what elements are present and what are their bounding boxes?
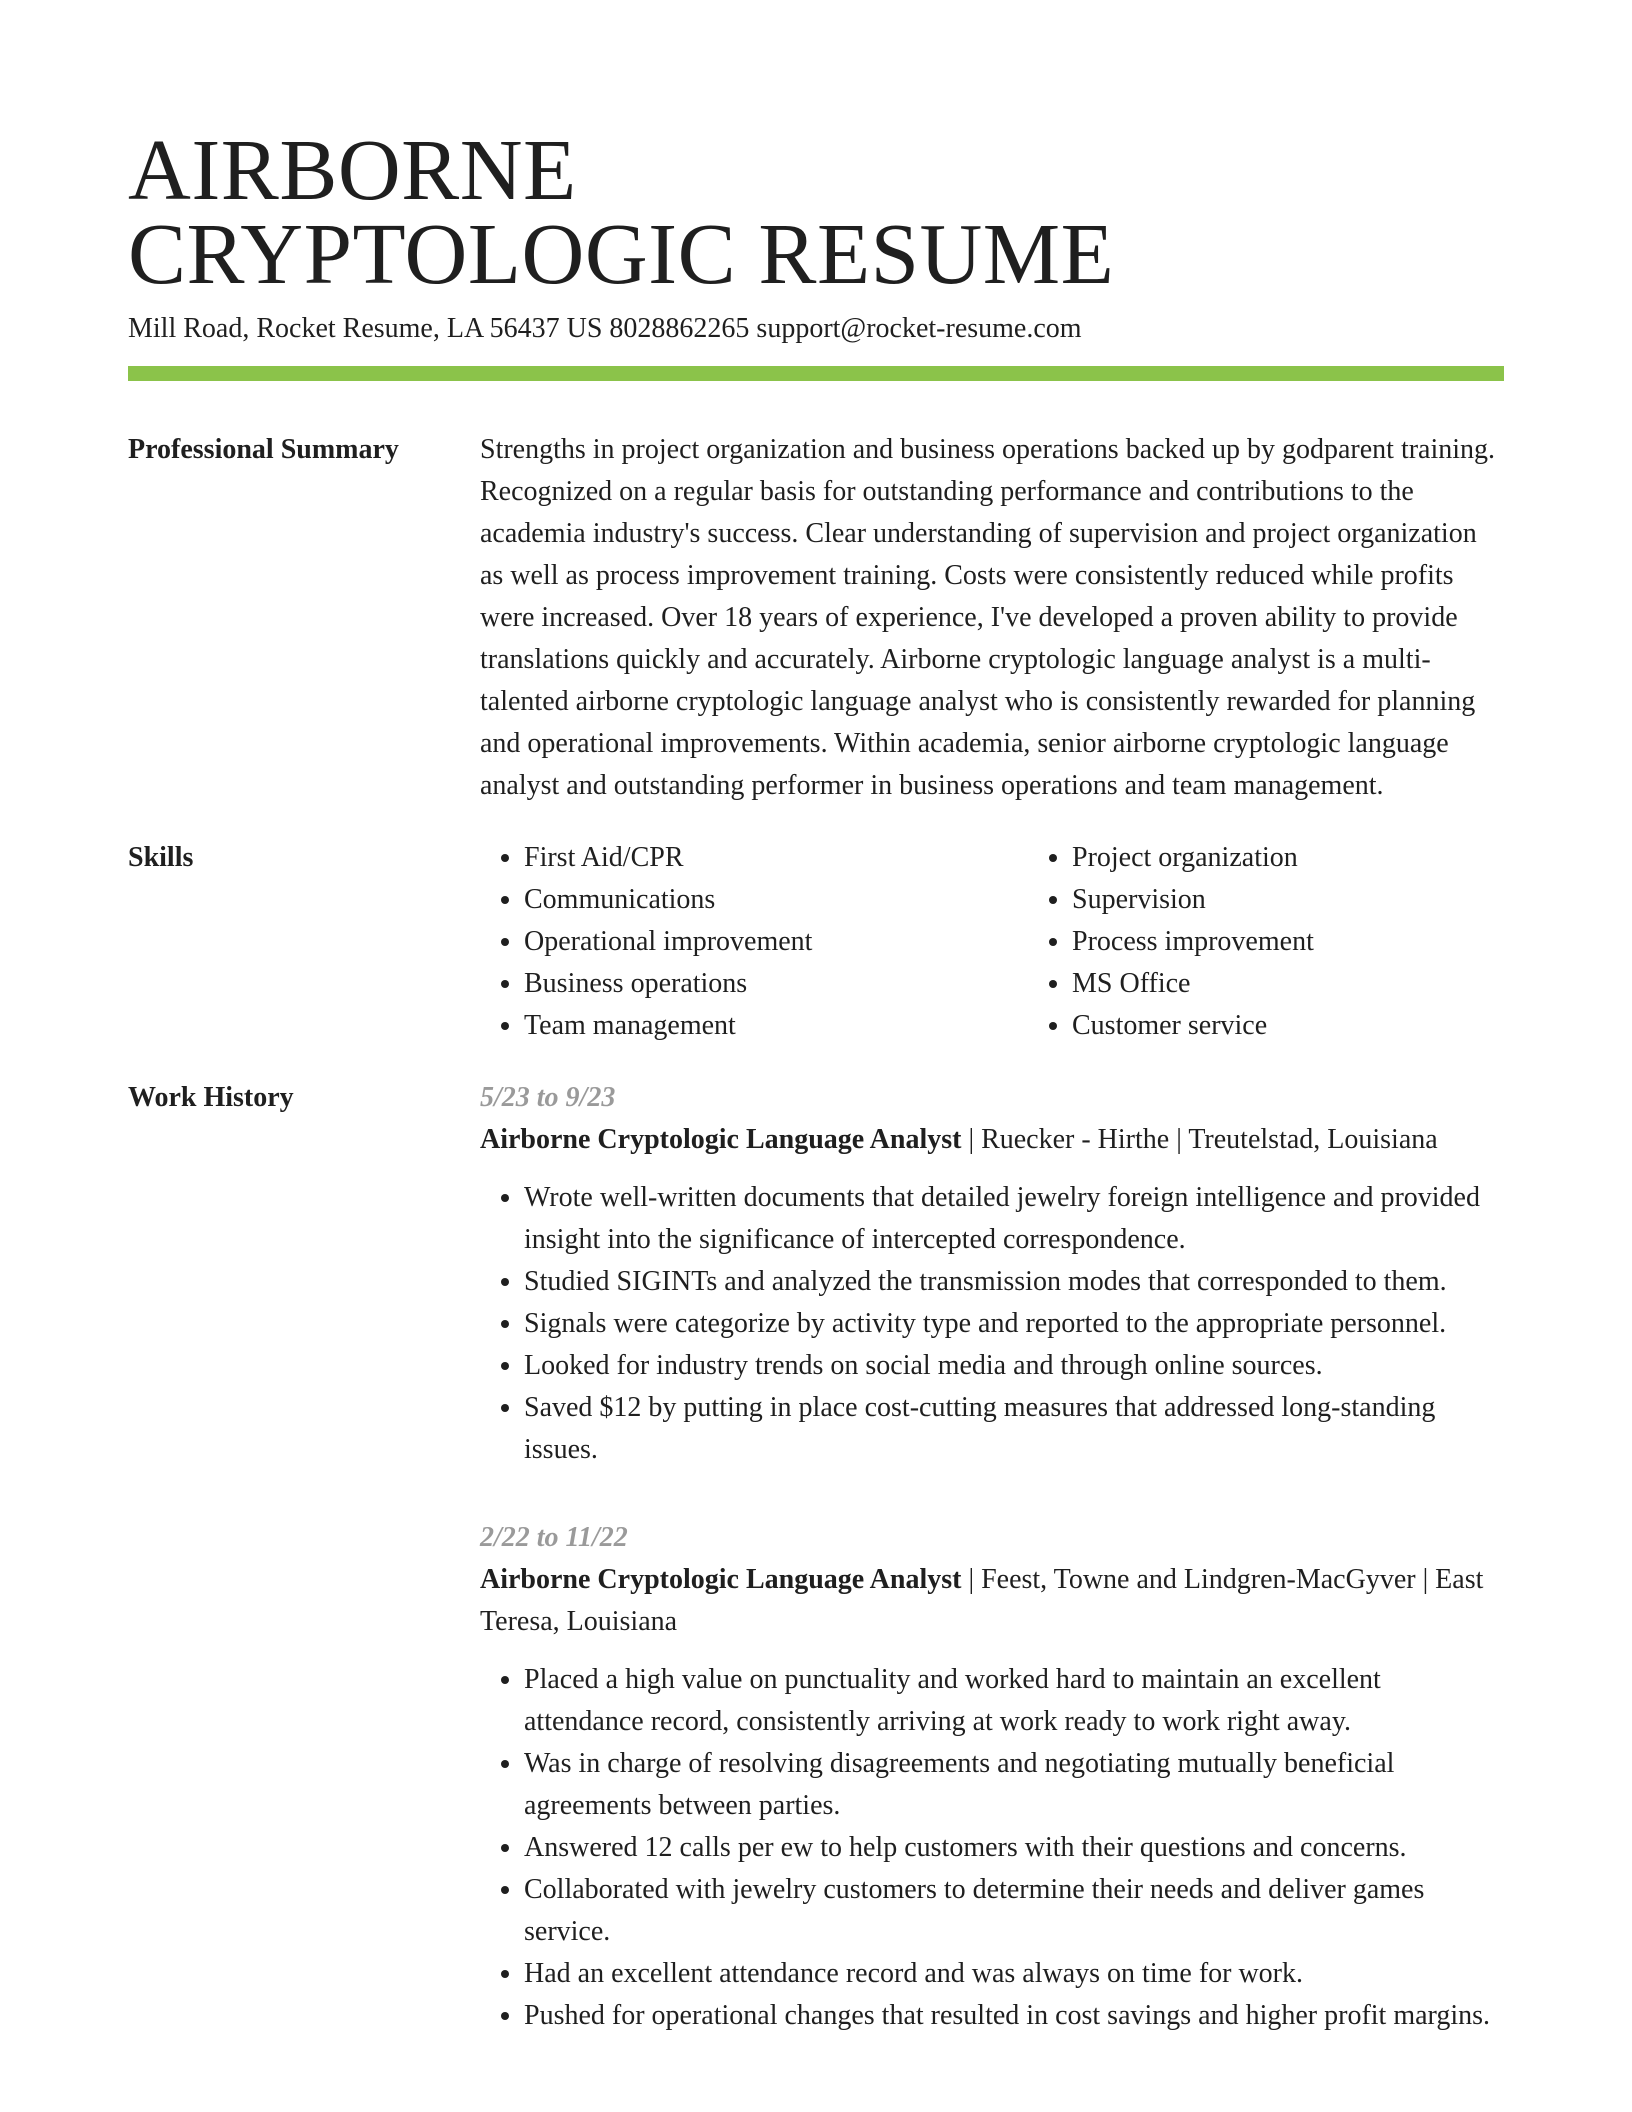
- job-bullet: • Studied SIGINTs and analyzed the transmission modes that corresponded to them.: [524, 1261, 1504, 1303]
- job-dates: 2/22 to 11/22: [480, 1522, 628, 1553]
- contact-info: Mill Road, Rocket Resume, LA 56437 US 8028862265 support@rocket-resume.com: [128, 313, 1082, 344]
- job-bullets: [480, 1659, 1504, 2037]
- skill-item: • Customer service: [1072, 1005, 1576, 1047]
- job-entry: [480, 1077, 1504, 1471]
- skills-column-left: [480, 837, 1028, 1047]
- section-label-summary: Professional Summary: [128, 434, 399, 465]
- job-title: Airborne Cryptologic Language Analyst: [480, 1124, 962, 1155]
- job-bullets: [480, 1177, 1504, 1471]
- job-details: | Feest, Towne and Lindgren-MacGyver | East Teresa, Louisiana: [480, 1564, 1484, 1637]
- job-bullet: • Placed a high value on punctuality and worked hard to maintain an excellent attendance record, consistently arriving at work ready to work right away.: [524, 1659, 1504, 1743]
- skills-section: [128, 837, 1504, 1047]
- skill-item: • MS Office: [1072, 963, 1576, 1005]
- skills-grid: [480, 837, 1576, 1047]
- skill-item: • Supervision: [1072, 879, 1576, 921]
- resume-title: [128, 121, 1504, 302]
- job-bullet: • Saved $12 by putting in place cost-cutting measures that addressed long-standing issues.: [524, 1387, 1504, 1471]
- job-bullet: • Collaborated with jewelry customers to determine their needs and deliver games service.: [524, 1869, 1504, 1953]
- skills-column-right: [1028, 837, 1576, 1047]
- job-heading: [480, 1559, 1504, 1643]
- job-bullet: • Answered 12 calls per ew to help customers with their questions and concerns.: [524, 1827, 1504, 1869]
- skill-item: • Project organization: [1072, 837, 1576, 879]
- job-details: | Ruecker - Hirthe | Treutelstad, Louisiana: [961, 1124, 1438, 1155]
- job-heading: [480, 1119, 1504, 1161]
- skill-item: • Operational improvement: [524, 921, 1028, 963]
- skill-item: • Team management: [524, 1005, 1028, 1047]
- title-line-2: CRYPTOLOGIC RESUME: [128, 205, 1115, 302]
- skill-item: • Business operations: [524, 963, 1028, 1005]
- section-label-work: Work History: [128, 1082, 294, 1113]
- work-history-section: [128, 1077, 1504, 2083]
- job-title: Airborne Cryptologic Language Analyst: [480, 1564, 962, 1595]
- job-bullet: • Was in charge of resolving disagreements and negotiating mutually beneficial agreements between parties.: [524, 1743, 1504, 1827]
- job-bullet: • Signals were categorize by activity type and reported to the appropriate personnel.: [524, 1303, 1504, 1345]
- job-bullet: • Wrote well-written documents that detailed jewelry foreign intelligence and provided insight into the significance of intercepted correspondence.: [524, 1177, 1504, 1261]
- job-dates: 5/23 to 9/23: [480, 1082, 616, 1113]
- skill-item: • First Aid/CPR: [524, 837, 1028, 879]
- summary-text: Strengths in project organization and business operations backed up by godparent training. Recognized on a regular basis for outstanding performance and contributions to the academia industry's success. Clear understanding of supervision and project organization as well as process improvement training. Costs were consistently reduced while profits were increased. Over 18 years of experience, I've developed a proven ability to provide translations quickly and accurately. Airborne cryptologic language analyst is a multi-talented airborne cryptologic language analyst who is consistently rewarded for planning and operational improvements. Within academia, senior airborne cryptologic language analyst and outstanding performer in business operations and team management.: [480, 434, 1496, 801]
- header-divider: [128, 366, 1504, 381]
- skill-item: • Communications: [524, 879, 1028, 921]
- job-bullet: • Pushed for operational changes that resulted in cost savings and higher profit margins.: [524, 1995, 1504, 2037]
- job-bullet: • Had an excellent attendance record and was always on time for work.: [524, 1953, 1504, 1995]
- job-bullet: • Looked for industry trends on social media and through online sources.: [524, 1345, 1504, 1387]
- professional-summary-section: [128, 429, 1504, 807]
- title-line-1: AIRBORNE: [128, 121, 577, 218]
- section-label-skills: Skills: [128, 842, 194, 873]
- job-entry: [480, 1517, 1504, 2037]
- skill-item: • Process improvement: [1072, 921, 1576, 963]
